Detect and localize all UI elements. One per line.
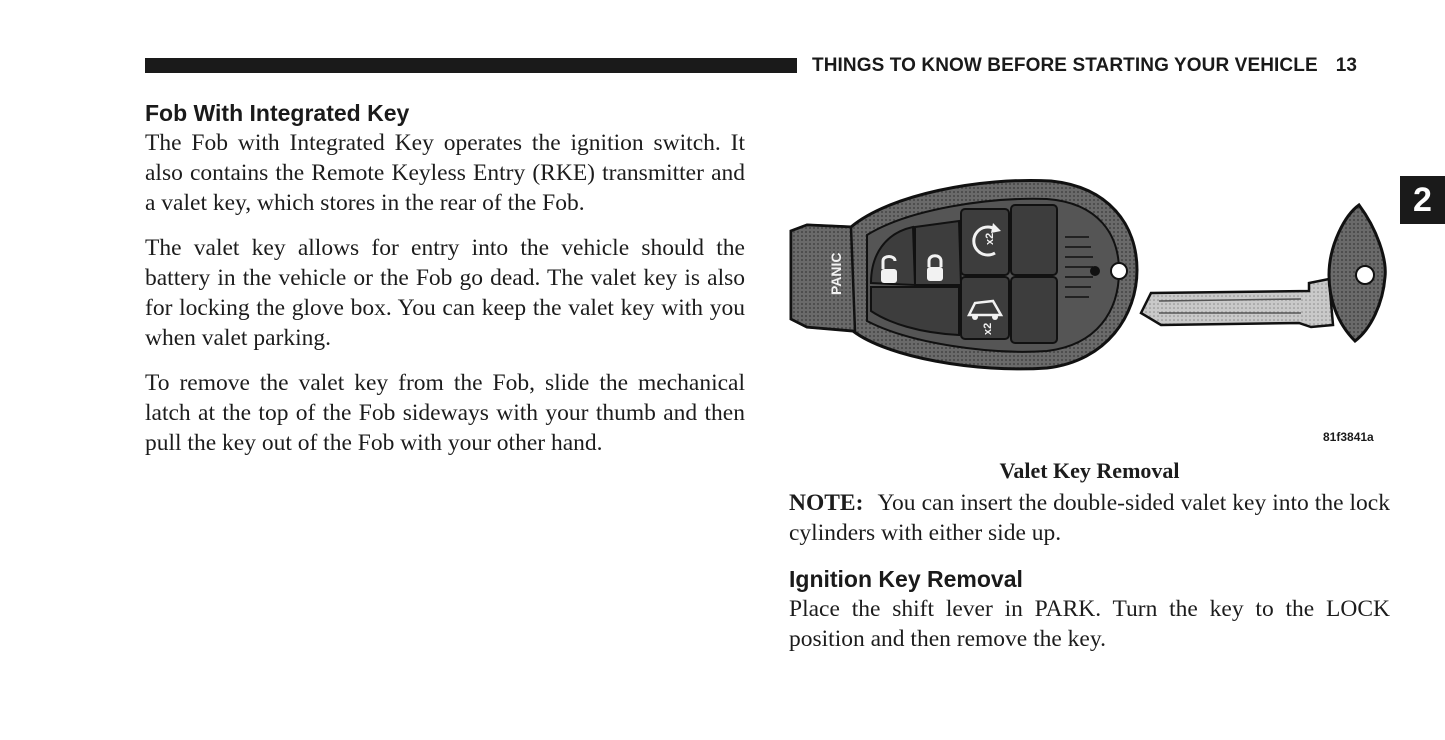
remote-start-x2-label: x2	[984, 232, 996, 245]
chapter-tab: 2	[1400, 176, 1445, 224]
paragraph-valet-key: The valet key allows for entry into the vehicle should the battery in the vehicle or the Fob go dead. The valet key is also for locking the glove box. You can keep the valet key with you when valet parking.	[145, 235, 745, 351]
running-title: THINGS TO KNOW BEFORE STARTING YOUR VEHICLE	[812, 55, 1318, 76]
figure-caption: Valet Key Removal	[999, 458, 1180, 483]
right-column	[789, 488, 1390, 654]
upper-blank-button	[1011, 205, 1057, 275]
note-label: NOTE:	[789, 490, 864, 516]
ribbed-grip	[1065, 237, 1093, 297]
key-ring-hole	[1356, 266, 1374, 284]
note-text: You can insert the double-sided valet key into the lock cylinders with either side up.	[789, 490, 1390, 546]
valet-key	[1141, 205, 1385, 341]
fob-illustration	[789, 175, 1390, 455]
paragraph-remove-key: To remove the valet key from the Fob, slide the mechanical latch at the top of the Fob sideways with your thumb and then pull the key out of the Fob with your other hand.	[145, 370, 745, 456]
panic-label: PANIC	[828, 252, 844, 295]
lower-blank-button	[1011, 277, 1057, 343]
figure-id: 81f3841a	[1323, 430, 1374, 444]
note-paragraph	[789, 488, 1390, 548]
section-heading-fob: Fob With Integrated Key	[145, 100, 410, 126]
running-header	[812, 55, 1357, 77]
page-number: 13	[1335, 55, 1358, 76]
paragraph-fob-intro: The Fob with Integrated Key operates the ignition switch. It also contains the Remote Keyless Entry (RKE) transmitter and a valet key, which stores in the rear of the Fob.	[145, 130, 745, 216]
header-rule	[145, 58, 797, 73]
paragraph-ignition: Place the shift lever in PARK. Turn the key to the LOCK position and then remove the key.	[789, 596, 1390, 652]
left-column	[145, 98, 745, 473]
trunk-x2-label: x2	[982, 322, 994, 335]
section-heading-ignition: Ignition Key Removal	[789, 566, 1023, 592]
lanyard-hole	[1111, 263, 1127, 279]
